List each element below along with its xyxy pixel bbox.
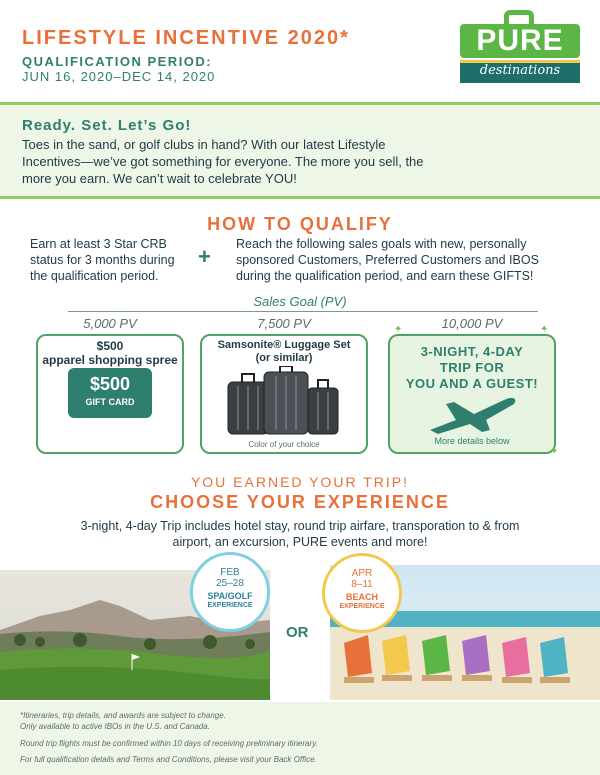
gift-card — [68, 368, 152, 418]
intro-heading: Ready. Set. Let’s Go! — [22, 117, 192, 134]
plus-icon: + — [198, 244, 211, 269]
footnote-4: For full qualification details and Terms and Conditions, please visit your Back Office. — [20, 755, 317, 764]
or-label: OR — [286, 624, 309, 641]
tier-1-title: $500 — [96, 339, 124, 353]
tier-3-line-1: 3-NIGHT, 4-DAY — [420, 344, 524, 359]
page-title: LIFESTYLE INCENTIVE 2020* — [22, 27, 350, 49]
sparkle-icon: ✦ — [394, 324, 403, 335]
logo-word: PURE — [476, 24, 564, 57]
qualification-dates: JUN 16, 2020–DEC 14, 2020 — [22, 69, 216, 84]
gift-card-amount: $500 — [89, 374, 131, 394]
sales-goal-label: Sales Goal (PV) — [253, 294, 347, 309]
sparkle-icon: ✦ — [550, 446, 559, 457]
beach-sub: EXPERIENCE — [339, 603, 385, 610]
tier-2-subtitle: (or similar) — [255, 352, 313, 364]
how-to-qualify-heading: HOW TO QUALIFY — [207, 214, 393, 234]
spa-golf-sub: EXPERIENCE — [207, 602, 253, 609]
tier-1-subtitle: apparel shopping spree — [42, 353, 178, 367]
tier-1-text — [36, 339, 184, 367]
beach-name: BEACH — [345, 592, 378, 602]
footnote-1: *Itineraries, trip details, and awards are subject to change. — [20, 711, 226, 720]
spa-golf-dates: 25–28 — [216, 578, 244, 589]
sparkle-icon: ✦ — [540, 324, 549, 335]
tier-3-text — [388, 344, 556, 392]
pure-destinations-logo — [460, 10, 580, 82]
tier-3-line-2: TRIP FOR — [439, 360, 505, 375]
divider-top — [0, 102, 600, 105]
tier-2-pv: 7,500 PV — [257, 316, 311, 331]
beach-experience-badge — [322, 553, 402, 633]
spa-golf-name: SPA/GOLF — [207, 591, 253, 601]
footnote-2: Only available to active IBOs in the U.S. and Canada. — [20, 722, 210, 731]
tier-2-caption: Color of your choice — [248, 440, 320, 449]
tier-1-pv: 5,000 PV — [83, 316, 137, 331]
trip-description: 3-night, 4-day Trip includes hotel stay, round trip airfare, transporation to & from airport, an excursion, PURE events and more! — [80, 519, 520, 549]
tier-2-title: Samsonite® Luggage Set — [217, 339, 351, 351]
tier-3-caption: More details below — [434, 436, 510, 446]
logo-script: destinations — [479, 63, 561, 78]
beach-month: APR — [351, 568, 373, 579]
footnote-3: Round trip flights must be confirmed within 10 days of receiving preliminary itinerary. — [20, 739, 318, 748]
gift-card-label: GIFT CARD — [85, 397, 135, 407]
tier-3-line-3: YOU AND A GUEST! — [405, 376, 539, 391]
sales-goal-line — [68, 311, 538, 312]
airplane-icon — [426, 390, 518, 434]
luggage-set-image — [224, 366, 342, 438]
intro-body: Toes in the sand, or golf clubs in hand? With our latest Lifestyle Incentives—we’ve got something for everyone. The more you sell, the more you earn. We can’t wait to celebrate YOU! — [22, 137, 424, 186]
spa-golf-experience-badge — [190, 552, 270, 632]
tier-2-text — [200, 339, 368, 365]
crb-requirement: Earn at least 3 Star CRB status for 3 months during the qualification period. — [30, 237, 175, 283]
spa-golf-month: FEB — [220, 567, 240, 578]
divider-middle — [0, 196, 600, 199]
tier-3-pv: 10,000 PV — [441, 316, 503, 331]
choose-experience-heading: CHOOSE YOUR EXPERIENCE — [150, 492, 450, 512]
earned-trip-heading: YOU EARNED YOUR TRIP! — [190, 474, 410, 490]
qualification-label: QUALIFICATION PERIOD: — [22, 54, 213, 69]
beach-dates: 8–11 — [351, 579, 373, 590]
sales-goal-requirement: Reach the following sales goals with new, personally sponsored Customers, Preferred Customers and IBOS during the qualification period, and earn these GIFTS! — [236, 237, 539, 283]
